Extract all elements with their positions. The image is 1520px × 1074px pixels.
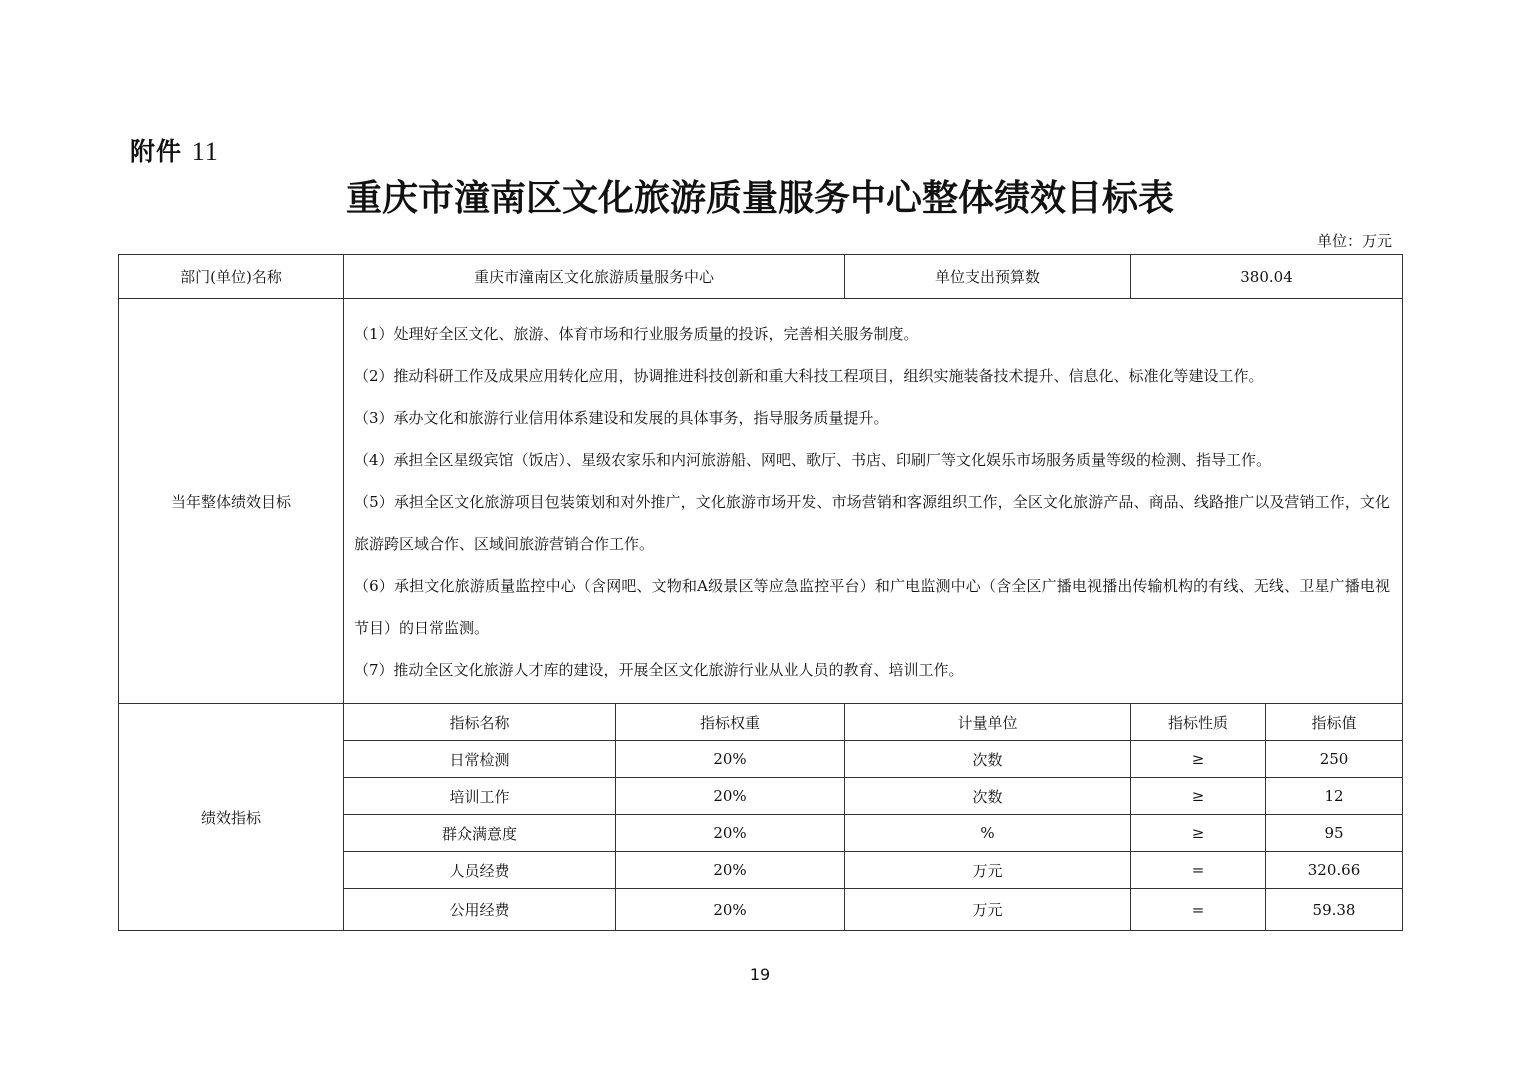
indicator-nature: = [1131, 889, 1266, 931]
indicator-unit: % [845, 815, 1131, 852]
indicator-value: 12 [1266, 778, 1403, 815]
goal-item: （5）承担全区文化旅游项目包装策划和对外推广，文化旅游市场开发、市场营销和客源组织工作，全区文化旅游产品、商品、线路推广以及营销工作，文化旅游跨区域合作、区域间旅游营销合作工作。 [354, 493, 1391, 553]
goal-item: （6）承担文化旅游质量监控中心（含网吧、文物和A级景区等应急监控平台）和广电监测中心（含全区广播电视播出传输机构的有线、无线、卫星广播电视节目）的日常监测。 [354, 577, 1391, 637]
indicator-weight: 20% [616, 741, 845, 778]
indicator-weight: 20% [616, 852, 845, 889]
indicator-unit: 万元 [845, 889, 1131, 931]
budget-value: 380.04 [1131, 255, 1403, 299]
indicator-col-header: 指标值 [1266, 704, 1403, 741]
indicator-col-header: 计量单位 [845, 704, 1131, 741]
indicator-name: 人员经费 [344, 852, 616, 889]
indicator-nature: ≥ [1131, 815, 1266, 852]
attachment-label [130, 132, 219, 168]
page-number: 19 [749, 965, 771, 984]
indicator-name: 日常检测 [344, 741, 616, 778]
indicator-name: 群众满意度 [344, 815, 616, 852]
goal-item: （1）处理好全区文化、旅游、体育市场和行业服务质量的投诉，完善相关服务制度。 [354, 325, 919, 343]
indicator-nature: ≥ [1131, 778, 1266, 815]
indicator-unit: 次数 [845, 741, 1131, 778]
goals-row [119, 299, 1403, 704]
indicator-unit: 次数 [845, 778, 1131, 815]
indicator-value: 250 [1266, 741, 1403, 778]
indicator-unit: 万元 [845, 852, 1131, 889]
attachment-number: 11 [191, 137, 219, 166]
indicator-nature: = [1131, 852, 1266, 889]
goal-item: （7）推动全区文化旅游人才库的建设，开展全区文化旅游行业从业人员的教育、培训工作。 [354, 661, 964, 679]
indicator-col-header: 指标性质 [1131, 704, 1266, 741]
indicator-name: 公用经费 [344, 889, 616, 931]
indicator-nature: ≥ [1131, 741, 1266, 778]
indicator-col-header: 指标名称 [344, 704, 616, 741]
document-title: 重庆市潼南区文化旅游质量服务中心整体绩效目标表 [345, 177, 1174, 219]
indicator-weight: 20% [616, 778, 845, 815]
goals-content [344, 299, 1403, 704]
indicator-header-row [119, 704, 1403, 741]
goal-item: （3）承办文化和旅游行业信用体系建设和发展的具体事务，指导服务质量提升。 [354, 409, 889, 427]
unit-note: 单位：万元 [1316, 232, 1392, 250]
header-row [119, 255, 1403, 299]
goal-item: （2）推动科研工作及成果应用转化应用，协调推进科技创新和重大科技工程项目，组织实施装备技术提升、信息化、标准化等建设工作。 [354, 367, 1264, 385]
dept-label: 部门(单位)名称 [119, 255, 344, 299]
dept-value: 重庆市潼南区文化旅游质量服务中心 [344, 255, 845, 299]
indicator-weight: 20% [616, 815, 845, 852]
goals-label: 当年整体绩效目标 [119, 299, 344, 704]
indicator-value: 320.66 [1266, 852, 1403, 889]
indicator-value: 95 [1266, 815, 1403, 852]
budget-label: 单位支出预算数 [845, 255, 1131, 299]
goal-item: （4）承担全区星级宾馆（饭店）、星级农家乐和内河旅游船、网吧、歌厅、书店、印刷厂等文化娱乐市场服务质量等级的检测、指导工作。 [354, 451, 1272, 469]
performance-table [118, 254, 1403, 931]
indicator-weight: 20% [616, 889, 845, 931]
indicators-label: 绩效指标 [119, 704, 344, 931]
indicator-value: 59.38 [1266, 889, 1403, 931]
indicator-col-header: 指标权重 [616, 704, 845, 741]
attachment-label-text: 附件 [130, 137, 183, 166]
indicator-name: 培训工作 [344, 778, 616, 815]
